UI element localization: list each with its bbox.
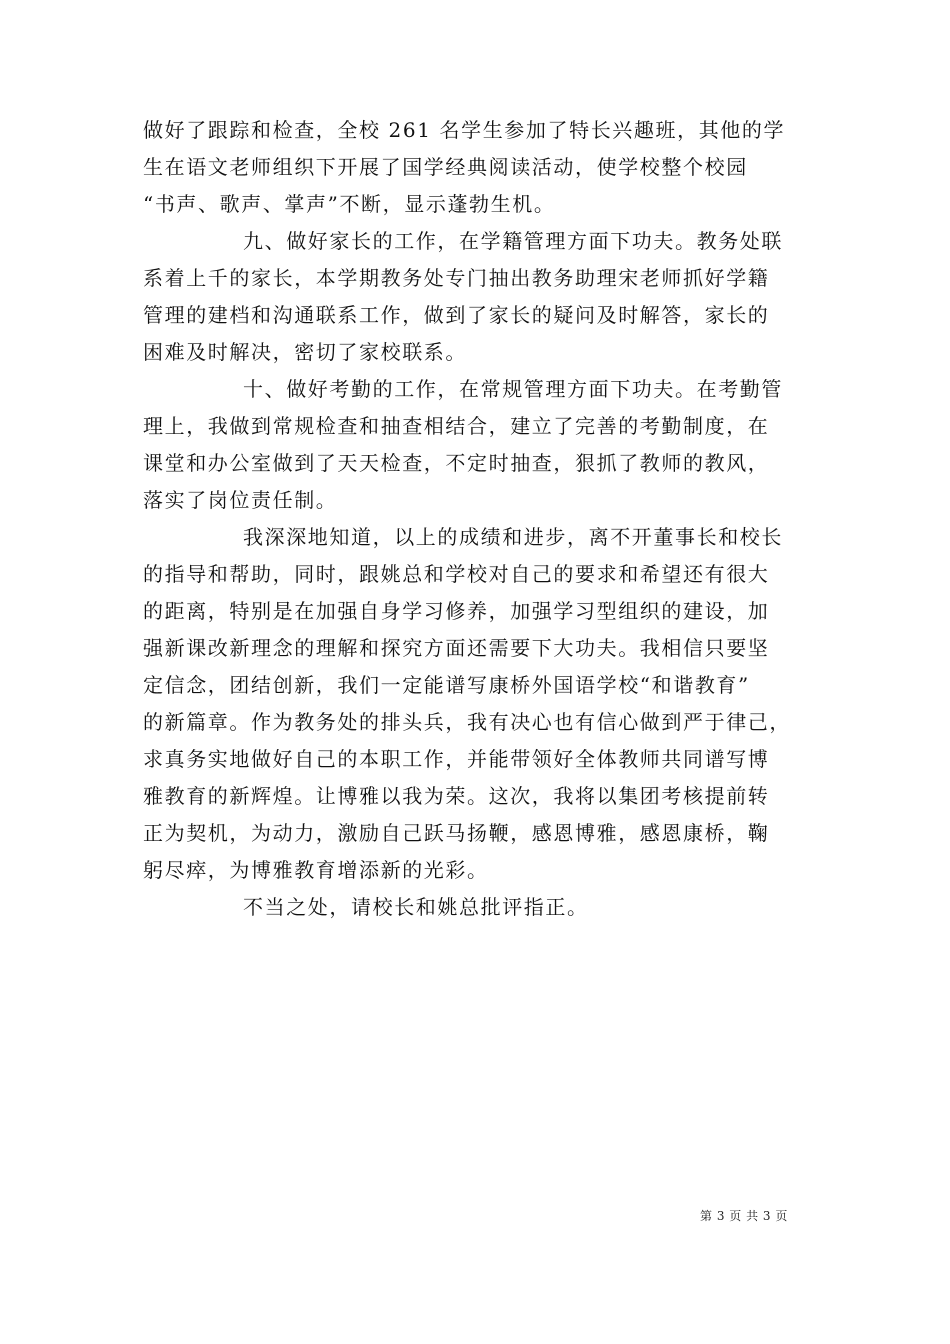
paragraph-nine: [143, 223, 808, 371]
text-line: 正为契机，为动力，激励自己跃马扬鞭，感恩博雅，感恩康桥，鞠: [143, 821, 770, 845]
text-line: 课堂和办公室做到了天天检查，不定时抽查，狠抓了教师的教风，: [143, 451, 770, 475]
text-line: 的新篇章。作为教务处的排头兵，我有决心也有信心做到严于律己，: [143, 710, 791, 734]
document-body: [143, 112, 808, 926]
text-line: 九、做好家长的工作，在学籍管理方面下功夫。教务处联: [243, 229, 783, 253]
text-line: 躬尽瘁，为博雅教育增添新的光彩。: [143, 858, 489, 882]
text-line: 的指导和帮助，同时，跟姚总和学校对自己的要求和希望还有很大: [143, 562, 770, 586]
text-line: 强新课改新理念的理解和探究方面还需要下大功夫。我相信只要坚: [143, 636, 770, 660]
text-line: 困难及时解决，密切了家校联系。: [143, 340, 467, 364]
text-line: 不当之处，请校长和姚总批评指正。: [243, 895, 589, 919]
paragraph-closing: [143, 889, 808, 926]
text-line: 理上，我做到常规检查和抽查相结合，建立了完善的考勤制度，在: [143, 414, 770, 438]
paragraph-summary: [143, 519, 808, 889]
paragraph-ten: [143, 371, 808, 519]
text-line: 雅教育的新辉煌。让博雅以我为荣。这次，我将以集团考核提前转: [143, 784, 770, 808]
text-line: “书声、歌声、掌声”不断，显示蓬勃生机。: [143, 192, 556, 216]
text-line: 定信念，团结创新，我们一定能谱写康桥外国语学校“和谐教育”: [143, 673, 750, 697]
text-line: 系着上千的家长，本学期教务处专门抽出教务助理宋老师抓好学籍: [143, 266, 770, 290]
text-line: 求真务实地做好自己的本职工作，并能带领好全体教师共同谱写博: [143, 747, 770, 771]
page-number-footer: 第 3 页 共 3 页: [700, 1209, 788, 1223]
text-line: 管理的建档和沟通联系工作，做到了家长的疑问及时解答，家长的: [143, 303, 770, 327]
text-line: 生在语文老师组织下开展了国学经典阅读活动，使学校整个校园: [143, 155, 748, 179]
text-line: 十、做好考勤的工作，在常规管理方面下功夫。在考勤管: [243, 377, 783, 401]
text-line: 落实了岗位责任制。: [143, 488, 338, 512]
text-line: 做好了跟踪和检查，全校 261 名学生参加了特长兴趣班，其他的学: [143, 118, 786, 142]
paragraph-continuation: [143, 112, 808, 223]
text-line: 我深深地知道，以上的成绩和进步，离不开董事长和校长: [243, 525, 783, 549]
text-line: 的距离，特别是在加强自身学习修养，加强学习型组织的建设，加: [143, 599, 770, 623]
